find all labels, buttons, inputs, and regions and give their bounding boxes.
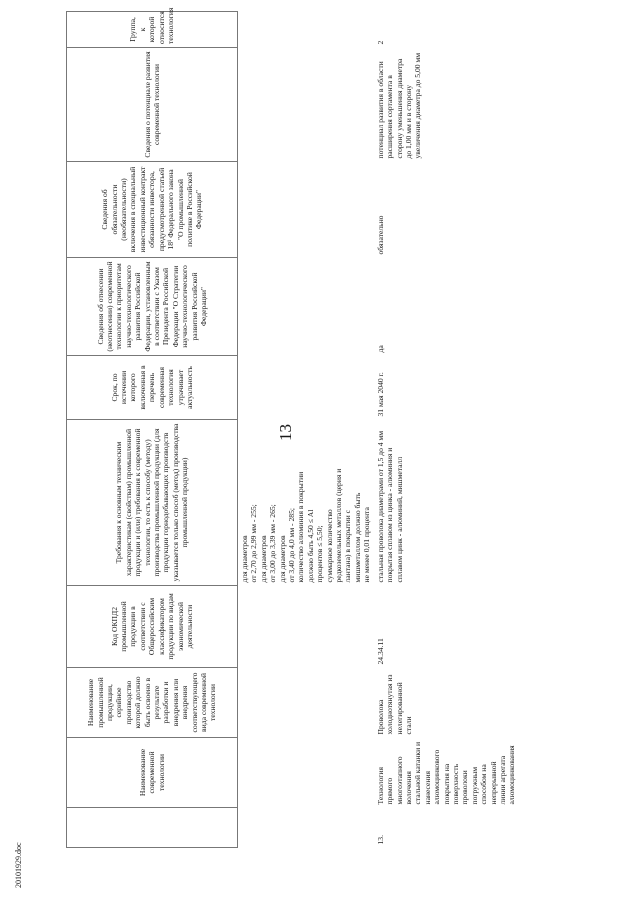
header-cell-term: Срок, по истечении которого включенная в перечень современная технология утрачивает актуальность — [67, 356, 238, 420]
header-cell-mandatory: Сведения об обязательности (необязательности) включения в специальный инвестиционный контракт обязанности инвестора, предусмотренной статьей 18¹ Федерального закона "О промышленной политике в Российской Федерации" — [67, 162, 238, 258]
technology-table — [66, 7, 598, 848]
row-technology: Технология прямого многоэтапного волочения стальной катанки и нанесения алюмоцинкового покрытия на поверхность проволоки погружным способом на непрерывной линии агрегата алюмоцинкования — [375, 741, 517, 805]
document-table-container — [66, 7, 614, 848]
row-potential: потенциал развития в области расширения сортамента в сторону уменьшения диаметра до 1,00 мм и в сторону увеличения диаметра до 5,00 мм — [375, 52, 423, 159]
row-number: 13. — [375, 835, 385, 845]
requirements-continuation: для диаметров от 2,70 до 2,99 мм - 255; для диаметров от 3,00 до 3,39 мм - 265; для диаметров от 3,40 до 4,0 мм - 285; количество алюминия в покрытии должно быть 4,50 ≤ Al процентов ≤ 5,50; суммарное количество редкоземельных металлов (церия и лантана) в покрытии с мишметаллом должно быть не менее 0,01 процента — [240, 468, 372, 583]
header-cell-priority: Сведения об отнесении (неотнесении) современной технологии к приоритетам научно-технологического развития Российской Федерации, установленным в соответствии с Указом Президента Российской Федерации "О Стратегии научно-технологического развития Российской Федерации" — [67, 258, 238, 356]
row-term: 31 мая 2040 г. — [375, 372, 385, 417]
footer-filename: 20101929.doc — [14, 842, 23, 888]
row-mandatory: обязательно — [375, 215, 385, 255]
header-cell-number — [67, 808, 238, 848]
row-okpd2: 24.34.11 — [375, 638, 385, 665]
header-cell-okpd2: Код ОКПД2 промышленной продукции в соответствии с Общероссийским классификатором продукции по видам экономической деятельности — [67, 586, 238, 668]
row-requirements: стальная проволока диаметрами от 1,5 до 4 мм покрытая сплавом из цинка - алюминия и сплавом цинк - алюминий, мишметалл — [375, 430, 404, 583]
table-row — [374, 12, 598, 848]
row-priority: да — [375, 345, 385, 353]
row-group: 2 — [375, 40, 385, 45]
header-cell-product: Наименование промышленной продукции, серийное производство которой должно быть освоено в результате разработки и внедрения или внедрения соответствующего вида современной технологии — [67, 668, 238, 738]
header-cell-group: Группа, к которой относится технология — [67, 12, 238, 48]
page-number: 13 — [276, 424, 295, 441]
header-cell-technology: Наименование современной технологии — [67, 738, 238, 808]
header-cell-requirements: Требования к основным техническим характеристикам (свойствам) промышленной продукции и (или) требования к современной технологии, то есть к способу (методу) производства промышленной продукции (для продукции горнодобывающих производств указывается только способ (метод) производства промышленной продукции) — [67, 420, 238, 586]
header-row — [67, 12, 238, 848]
row-product: Проволока холоднотянутая из нелегированной стали — [375, 674, 413, 735]
header-cell-potential: Сведения о потенциале развития современной технологии — [67, 48, 238, 162]
continuation-row — [238, 12, 374, 848]
